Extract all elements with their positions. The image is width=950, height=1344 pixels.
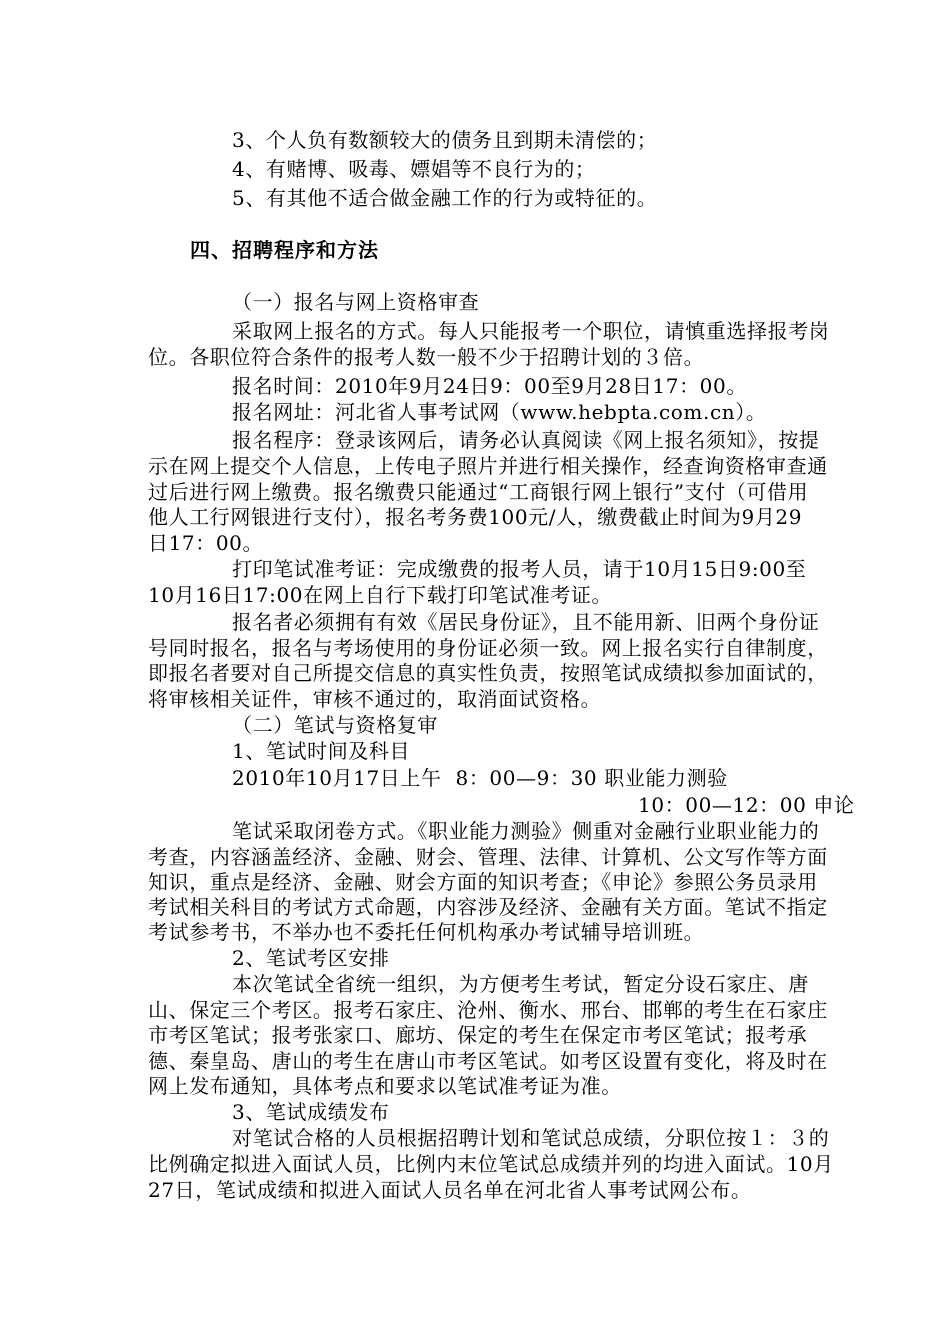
paragraph-line: 日17：00。 xyxy=(148,531,264,555)
list-item: 5、有其他不适合做金融工作的行为或特征的。 xyxy=(232,186,658,210)
paragraph-line: 网上发布通知，具体考点和要求以笔试准考证为准。 xyxy=(148,1074,622,1098)
item-title: 1、笔试时间及科目 xyxy=(232,739,411,763)
paragraph-line: 打印笔试准考证：完成缴费的报考人员，请于10月15日9:00至 xyxy=(232,557,807,581)
paragraph-line: 报名程序：登录该网后，请务必认真阅读《网上报名须知》，按提 xyxy=(232,428,820,452)
paragraph-line: 过后进行网上缴费。报名缴费只能通过“工商银行网上银行”支付（可借用 xyxy=(148,480,809,504)
paragraph-line: 27日，笔试成绩和拟进入面试人员名单在河北省人事考试网公布。 xyxy=(148,1178,752,1202)
paragraph-line: 10月16日17:00在网上自行下载打印笔试准考证。 xyxy=(148,583,613,607)
paragraph-line: 知识，重点是经济、金融、财会方面的知识考查；《申论》参照公务员录用 xyxy=(148,870,818,894)
paragraph-line: 采取网上报名的方式。每人只能报考一个职位，请慎重选择报考岗 xyxy=(232,319,830,343)
item-title: 2、笔试考区安排 xyxy=(232,946,390,970)
paragraph-line: 号同时报名，报名与考场使用的身份证必须一致。网上报名实行自律制度， xyxy=(148,636,828,660)
exam-schedule-line: 10：00—12：00 申论 xyxy=(638,793,855,817)
registration-site: 报名网址：河北省人事考试网（www.hebpta.com.cn）。 xyxy=(232,400,767,424)
paragraph-line: 考查，内容涵盖经济、金融、财会、管理、法律、计算机、公文写作等方面 xyxy=(148,845,828,869)
paragraph-line: 对笔试合格的人员根据招聘计划和笔试总成绩，分职位按１：３的 xyxy=(232,1126,830,1150)
item-title: 3、笔试成绩发布 xyxy=(232,1100,390,1124)
paragraph-line: 将审核相关证件，审核不通过的，取消面试资格。 xyxy=(148,687,602,711)
paragraph-line: 德、秦皇岛、唐山的考生在唐山市考区笔试。如考区设置有变化，将及时在 xyxy=(148,1049,828,1073)
paragraph-line: 考试相关科目的考试方式命题，内容涉及经济、金融有关方面。笔试不指定 xyxy=(148,895,828,919)
subsection-title: （一）报名与网上资格审查 xyxy=(232,290,480,314)
list-item: 4、有赌博、吸毒、嫖娼等不良行为的； xyxy=(232,157,596,181)
paragraph-line: 市考区笔试；报考张家口、廊坊、保定的考生在保定市考区笔试；报考承 xyxy=(148,1023,808,1047)
paragraph-line: 位。各职位符合条件的报考人数一般不少于招聘计划的３倍。 xyxy=(148,345,705,369)
paragraph-line: 山、保定三个考区。报考石家庄、沧州、衡水、邢台、邯郸的考生在石家庄 xyxy=(148,998,828,1022)
registration-time: 报名时间：2010年9月24日9：00至9月28日17：00。 xyxy=(232,374,747,398)
paragraph-line: 示在网上提交个人信息，上传电子照片并进行相关操作，经查询资格审查通 xyxy=(148,454,828,478)
paragraph-line: 笔试采取闭卷方式。《职业能力测验》侧重对金融行业职业能力的 xyxy=(232,819,820,843)
paragraph-line: 他人工行网银进行支付），报名考务费100元/人，缴费截止时间为9月29 xyxy=(148,505,803,529)
paragraph-line: 比例确定拟进入面试人员，比例内末位笔试总成绩并列的均进入面试。10月 xyxy=(148,1152,834,1176)
paragraph-line: 本次笔试全省统一组织，为方便考生考试，暂定分设石家庄、唐 xyxy=(232,972,809,996)
list-item: 3、个人负有数额较大的债务且到期未清偿的； xyxy=(232,128,658,152)
section-heading: 四、招聘程序和方法 xyxy=(190,238,379,262)
exam-schedule-line: 2010年10月17日上午 8：00—9：30 职业能力测验 xyxy=(232,766,728,790)
subsection-title: （二）笔试与资格复审 xyxy=(232,713,438,737)
paragraph-line: 即报名者要对自己所提交信息的真实性负责，按照笔试成绩拟参加面试的， xyxy=(148,661,828,685)
paragraph-line: 报名者必须拥有有效《居民身份证》，且不能用新、旧两个身份证 xyxy=(232,610,820,634)
paragraph-line: 考试参考书，不举办也不委托任何机构承办考试辅导培训班。 xyxy=(148,920,705,944)
